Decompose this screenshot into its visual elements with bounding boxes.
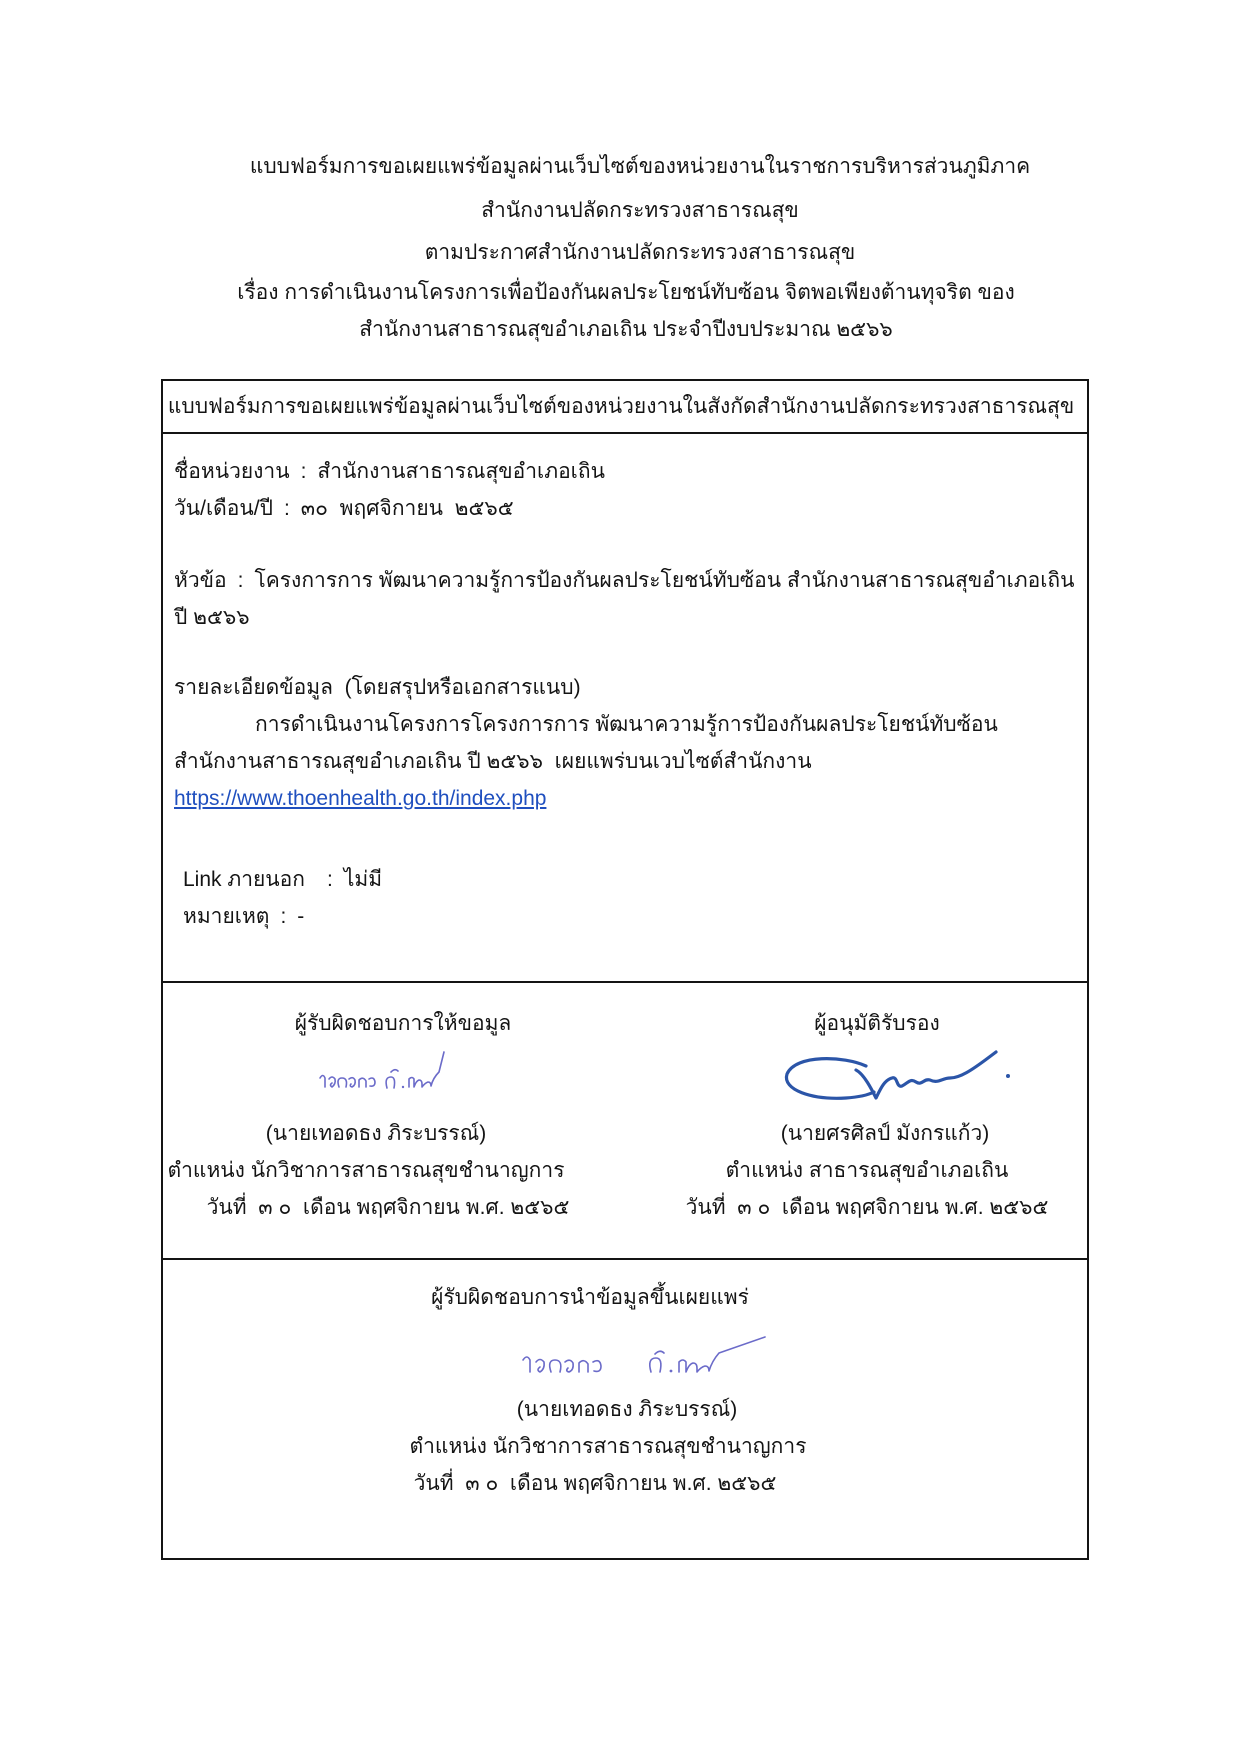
column-gap — [603, 1005, 645, 1258]
provider-name — [156, 1115, 596, 1152]
approver-name-text: (นายศรศิลป์ มังกรแก้ว) — [780, 1122, 990, 1145]
details-line — [174, 743, 1087, 780]
approver-position-text: ตำแหน่ง สาธารณสุขอำเภอเถิน — [725, 1159, 1009, 1182]
details-heading — [174, 669, 1087, 706]
unit-value: สำนักงานสาธารณสุขอำเภอเถิน — [317, 460, 605, 483]
separator: : — [326, 868, 333, 891]
form-table — [161, 379, 1089, 1560]
publisher-position-text: ตำแหน่ง นักวิชาการสาธารณสุขชำนาญการ — [409, 1435, 807, 1458]
provider-heading — [183, 1005, 623, 1042]
approver-heading — [657, 1005, 1097, 1042]
publisher-row — [163, 1258, 1087, 1558]
document-header — [175, 148, 1095, 348]
header-line-announcement — [180, 234, 1100, 271]
details-text: สำนักงานสาธารณสุขอำเภอเถิน ปี ๒๕๖๖ เผยแพร่บนเวบไซต์สำนักงาน — [174, 750, 812, 773]
approver-position — [647, 1152, 1087, 1189]
signature-row — [163, 981, 1087, 1258]
approver-signature-area — [678, 1042, 1118, 1115]
date-value: ๓๐ พฤศจิกายน ๒๕๖๕ — [300, 497, 514, 520]
provider-date — [168, 1189, 608, 1226]
header-text: สำนักงานปลัดกระทรวงสาธารณสุข — [481, 199, 799, 222]
unit-label: ชื่อหน่วยงาน — [174, 460, 290, 483]
publisher-signature — [519, 1334, 769, 1386]
details-line — [174, 706, 1087, 743]
separator: : — [283, 497, 290, 520]
publisher-position — [146, 1428, 1070, 1465]
provider-signature-area — [162, 1042, 602, 1115]
provider-block — [163, 1005, 603, 1258]
topic-value: โครงการการ พัฒนาความรู้การป้องกันผลประโยชน์ทับซ้อน สำนักงานสาธารณสุขอำเภอเถิน — [254, 569, 1075, 592]
approver-block — [645, 1005, 1085, 1258]
approver-name — [665, 1115, 1105, 1152]
header-text: สำนักงานสาธารณสุขอำเภอเถิน ประจำปีงบประมาณ ๒๕๖๖ — [359, 318, 893, 341]
publisher-date — [133, 1465, 1057, 1502]
separator: : — [280, 905, 287, 928]
details-heading-text: รายละเอียดข้อมูล (โดยสรุปหรือเอกสารแนบ) — [174, 676, 581, 699]
publisher-name — [165, 1391, 1089, 1428]
header-line-agency — [180, 185, 1100, 229]
date-label: วัน/เดือน/ปี — [174, 497, 273, 520]
header-text: แบบฟอร์มการขอเผยแพร่ข้อมูลผ่านเว็บไซต์ของหน่วยงานในราชการบริหารส่วนภูมิภาค — [249, 155, 1031, 178]
remark-row — [174, 898, 1087, 935]
approver-heading-text: ผู้อนุมัติรับรอง — [814, 1012, 940, 1035]
form-title-row — [163, 381, 1087, 432]
topic-label: หัวข้อ — [174, 569, 227, 592]
provider-position-text: ตำแหน่ง นักวิชาการสาธารณสุขชำนาญการ — [167, 1159, 565, 1182]
approver-date — [647, 1189, 1087, 1226]
external-link-label: Link ภายนอก — [183, 868, 305, 891]
header-text: เรื่อง การดำเนินงานโครงการเพื่อป้องกันผลประโยชน์ทับซ้อน จิตพอเพียงต้านทุจริต ของ — [237, 281, 1015, 304]
header-line-subject — [166, 274, 1086, 311]
external-link-row — [174, 861, 1087, 898]
remark-value: - — [297, 905, 305, 928]
publisher-signature-area — [182, 1316, 1106, 1391]
publisher-date-text: วันที่ ๓ ๐ เดือน พฤศจิกายน พ.ศ. ๒๕๖๕ — [413, 1472, 777, 1495]
header-line-form-name — [180, 148, 1100, 185]
publisher-name-text: (นายเทอดธง ภิระบรรณ์) — [516, 1398, 738, 1421]
publisher-heading-text: ผู้รับผิดชอบการนำข้อมูลขึ้นเผยแพร่ — [431, 1286, 749, 1309]
publisher-heading — [128, 1279, 1052, 1316]
date-row — [174, 490, 1087, 527]
provider-name-text: (นายเทอดธง ภิระบรรณ์) — [265, 1122, 487, 1145]
separator: : — [237, 569, 244, 592]
header-text: ตามประกาศสำนักงานปลัดกระทรวงสาธารณสุข — [424, 241, 856, 264]
provider-position — [146, 1152, 586, 1189]
separator: : — [300, 460, 307, 483]
external-link-value: ไม่มี — [343, 868, 383, 891]
remark-label: หมายเหตุ — [183, 905, 270, 928]
details-text: การดำเนินงานโครงการโครงการการ พัฒนาความรู้การป้องกันผลประโยชน์ทับซ้อน — [255, 713, 998, 736]
provider-signature — [317, 1048, 447, 1104]
topic-row-continued — [174, 599, 1087, 636]
unit-row — [174, 453, 1087, 490]
website-link[interactable]: https://www.thoenhealth.go.th/index.php — [174, 787, 547, 810]
approver-signature — [782, 1046, 1014, 1108]
provider-heading-text: ผู้รับผิดชอบการให้ขอมูล — [294, 1012, 512, 1035]
form-title: แบบฟอร์มการขอเผยแพร่ข้อมูลผ่านเว็บไซต์ของหน่วยงานในสังกัดสำนักงานปลัดกระทรวงสาธารณสุข — [167, 395, 1075, 418]
topic-row — [174, 562, 1087, 599]
details-link-row — [174, 780, 1087, 817]
provider-date-text: วันที่ ๓ ๐ เดือน พฤศจิกายน พ.ศ. ๒๕๖๕ — [206, 1196, 570, 1219]
header-line-office-year — [166, 311, 1086, 348]
topic-value-continued: ปี ๒๕๖๖ — [174, 606, 250, 629]
form-info-row — [163, 432, 1087, 981]
approver-date-text: วันที่ ๓ ๐ เดือน พฤศจิกายน พ.ศ. ๒๕๖๕ — [685, 1196, 1049, 1219]
